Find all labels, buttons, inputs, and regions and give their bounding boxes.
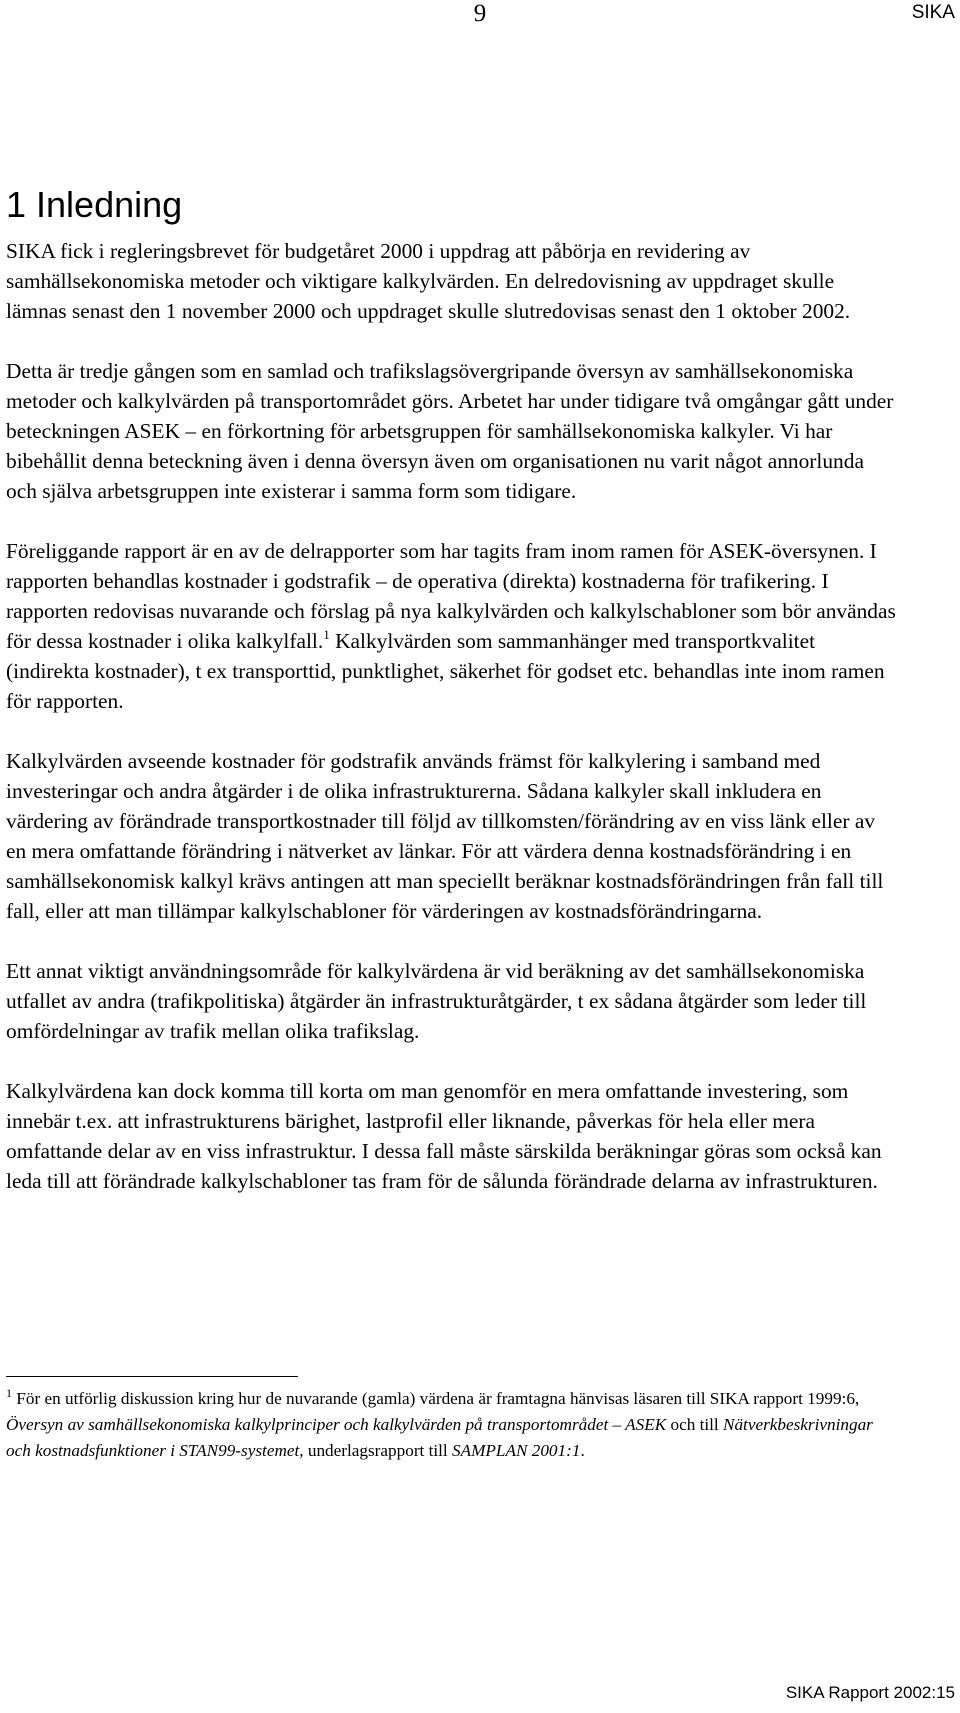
paragraph-3 xyxy=(6,536,896,716)
page-number: 9 xyxy=(473,0,487,27)
paragraph-3-text-b: Kalkylvärden som sammanhänger med transportkvalitet (indirekta kostnader), t ex transporttid, punktlighet, säkerhet för godset etc. behandlas inte inom ramen för rapporten. xyxy=(6,629,885,713)
footnote-mark: 1 xyxy=(6,1386,12,1400)
footnote-text-4: . xyxy=(580,1441,585,1460)
footnote-divider xyxy=(6,1376,298,1377)
footnote-title-1: Översyn av samhällsekonomiska kalkylprinciper och kalkylvärden på transportområdet – ASEK xyxy=(6,1415,667,1434)
footnote-title-2: Nätverkbeskrivningar och kostnadsfunktioner i STAN99-systemet xyxy=(6,1415,873,1460)
footnote-1 xyxy=(6,1386,886,1464)
chapter-heading: 1 Inledning xyxy=(6,184,183,225)
body-text xyxy=(6,236,896,1196)
paragraph-3-text-a: Föreliggande rapport är en av de delrapporter som har tagits fram inom ramen för ASEK-översynen. I rapporten behandlas kostnader i godstrafik – de operativa (direkta) kostnaderna för trafikering. I rapporten redovisas nuvarande och förslag på nya kalkylvärden och kalkylschabloner som bör användas för dessa kostnader i olika kalkylfall. xyxy=(6,539,896,653)
footnote-text-2: och till xyxy=(666,1415,723,1434)
footnote-title-3: SAMPLAN 2001:1 xyxy=(452,1441,581,1460)
paragraph-2: Detta är tredje gången som en samlad och trafikslagsövergripande översyn av samhällsekonomiska metoder och kalkylvärden på transportområdet görs. Arbetet har under tidigare två omgångar gått under beteckningen ASEK – en förkortning för arbetsgruppen för samhällsekonomiska kalkyler. Vi har bibehållit denna beteckning även i denna översyn även om organisationen nu varit något annorlunda och själva arbetsgruppen inte existerar i samma form som tidigare. xyxy=(6,359,894,503)
footnotes xyxy=(6,1386,886,1464)
header-org-label: SIKA xyxy=(911,2,955,23)
page-footer: SIKA Rapport 2002:15 xyxy=(785,1683,955,1702)
paragraph-5: Ett annat viktigt användningsområde för kalkylvärdena är vid beräkning av det samhällsekonomiska utfallet av andra (trafikpolitiska) åtgärder än infrastrukturåtgärder, t ex sådana åtgärder som leder till omfördelningar av trafik mellan olika trafikslag. xyxy=(6,959,867,1043)
footnote-text-1: För en utförlig diskussion kring hur de nuvarande (gamla) värdena är framtagna hänvisas läsaren till SIKA rapport 1999:6, xyxy=(12,1389,860,1408)
paragraph-1: SIKA fick i regleringsbrevet för budgetåret 2000 i uppdrag att påbörja en revidering av samhällsekonomiska metoder och viktigare kalkylvärden. En delredovisning av uppdraget skulle lämnas senast den 1 november 2000 och uppdraget skulle slutredovisas senast den 1 oktober 2002. xyxy=(6,239,851,323)
footnote-text-3: , underlagsrapport till xyxy=(299,1441,453,1460)
footnote-reference[interactable]: 1 xyxy=(323,627,330,642)
paragraph-6: Kalkylvärdena kan dock komma till korta om man genomför en mera omfattande investering, som innebär t.ex. att infrastrukturens bärighet, lastprofil eller liknande, påverkas för hela eller mera omfattande delar av en viss infrastruktur. I dessa fall måste särskilda beräkningar göras som också kan leda till att förändrade kalkylschabloner tas fram för de sålunda förändrade delarna av infrastrukturen. xyxy=(6,1079,882,1193)
paragraph-4: Kalkylvärden avseende kostnader för godstrafik används främst för kalkylering i samband med investeringar och andra åtgärder i de olika infrastrukturerna. Sådana kalkyler skall inkludera en värdering av förändrade transportkostnader till följd av tillkomsten/förändring av en viss länk eller av en mera omfattande förändring i nätverket av länkar. För att värdera denna kostnadsförändring i en samhällsekonomisk kalkyl krävs antingen att man speciellt beräknar kostnadsförändringen från fall till fall, eller att man tillämpar kalkylschabloner för värderingen av kostnadsförändringarna. xyxy=(6,749,884,923)
